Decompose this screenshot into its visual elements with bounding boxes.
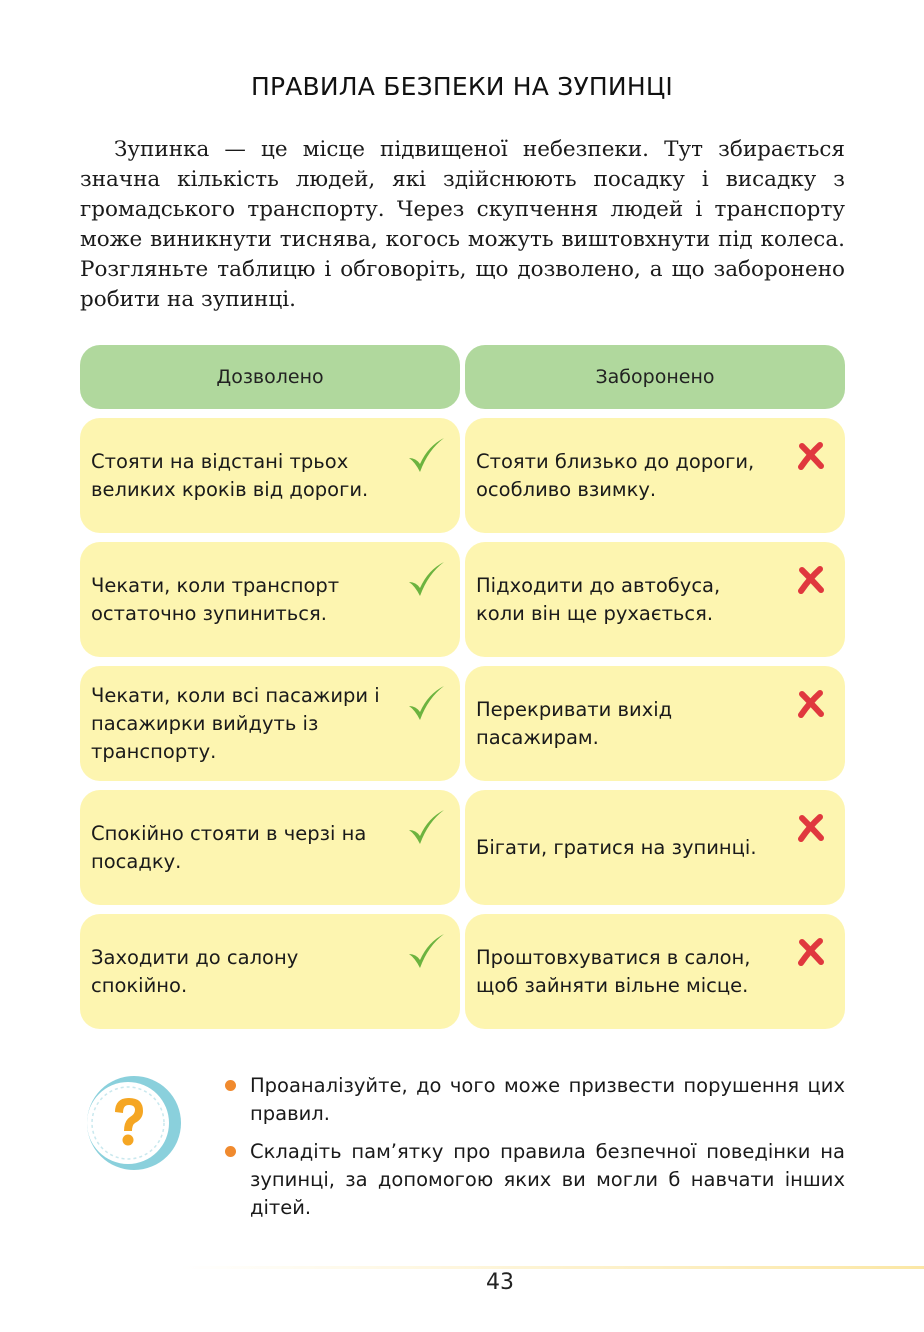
- check-icon: [406, 932, 446, 972]
- page-title: ПРАВИЛА БЕЗПЕКИ НА ЗУПИНЦІ: [250, 72, 674, 101]
- allowed-header: Дозволено: [80, 345, 460, 409]
- forbidden-text: Бігати, гратися на зупинці.: [476, 835, 757, 859]
- allowed-cell: [80, 542, 460, 657]
- allowed-cell: [80, 418, 460, 533]
- bullet-icon: [225, 1146, 236, 1157]
- intro-paragraph: Зупинка — це місце підвищеної небезпеки. Тут збирається значна кількість людей, які здійснюють посадку і висадку з громадського транспорту. Через скупчення людей і транспорту може виникнути тиснява, когось можуть виштовхнути під колеса. Розгляньте таблицю і обговоріть, що дозволено, а що заборонено робити на зупинці.: [80, 137, 845, 312]
- allowed-text: Стояти на відстані трьох великих кроків від дороги.: [91, 449, 369, 501]
- allowed-text: Чекати, коли всі пасажири і пасажирки вийдуть із транспорту.: [91, 683, 380, 763]
- question-item: [225, 1138, 845, 1222]
- forbidden-cell: [465, 666, 845, 781]
- footer-divider: [180, 1266, 924, 1269]
- forbidden-text: Підходити до автобуса, коли він ще рухається.: [476, 573, 721, 625]
- cross-icon: [797, 938, 825, 966]
- question-item: [225, 1072, 845, 1128]
- question-text: Складіть пам’ятку про правила безпечної поведінки на зупинці, за допомогою яких ви могли б навчати інших дітей.: [250, 1140, 845, 1219]
- check-icon: [406, 560, 446, 600]
- forbidden-cell: [465, 542, 845, 657]
- forbidden-cell: [465, 914, 845, 1029]
- forbidden-text: Перекривати вихід пасажирам.: [476, 697, 673, 749]
- forbidden-text: Стояти близько до дороги, особливо взимку.: [476, 449, 755, 501]
- allowed-cell: [80, 914, 460, 1029]
- cross-icon: [797, 814, 825, 842]
- forbidden-cell: [465, 418, 845, 533]
- allowed-text: Спокійно стояти в черзі на посадку.: [91, 821, 367, 873]
- allowed-cell: [80, 790, 460, 905]
- forbidden-header: Заборонено: [465, 345, 845, 409]
- check-icon: [406, 436, 446, 476]
- question-mark-icon: [84, 1075, 184, 1175]
- cross-icon: [797, 442, 825, 470]
- page-number: 43: [486, 1270, 514, 1295]
- bullet-icon: [225, 1080, 236, 1091]
- check-icon: [406, 684, 446, 724]
- forbidden-text: Проштовхуватися в салон, щоб зайняти вільне місце.: [476, 945, 751, 997]
- question-text: Проаналізуйте, до чого може призвести порушення цих правил.: [250, 1074, 845, 1125]
- allowed-text: Чекати, коли транспорт остаточно зупиниться.: [91, 573, 340, 625]
- allowed-cell: [80, 666, 460, 781]
- forbidden-cell: [465, 790, 845, 905]
- check-icon: [406, 808, 446, 848]
- allowed-text: Заходити до салону спокійно.: [91, 945, 299, 997]
- cross-icon: [797, 690, 825, 718]
- questions-list: [225, 1072, 845, 1232]
- cross-icon: [797, 566, 825, 594]
